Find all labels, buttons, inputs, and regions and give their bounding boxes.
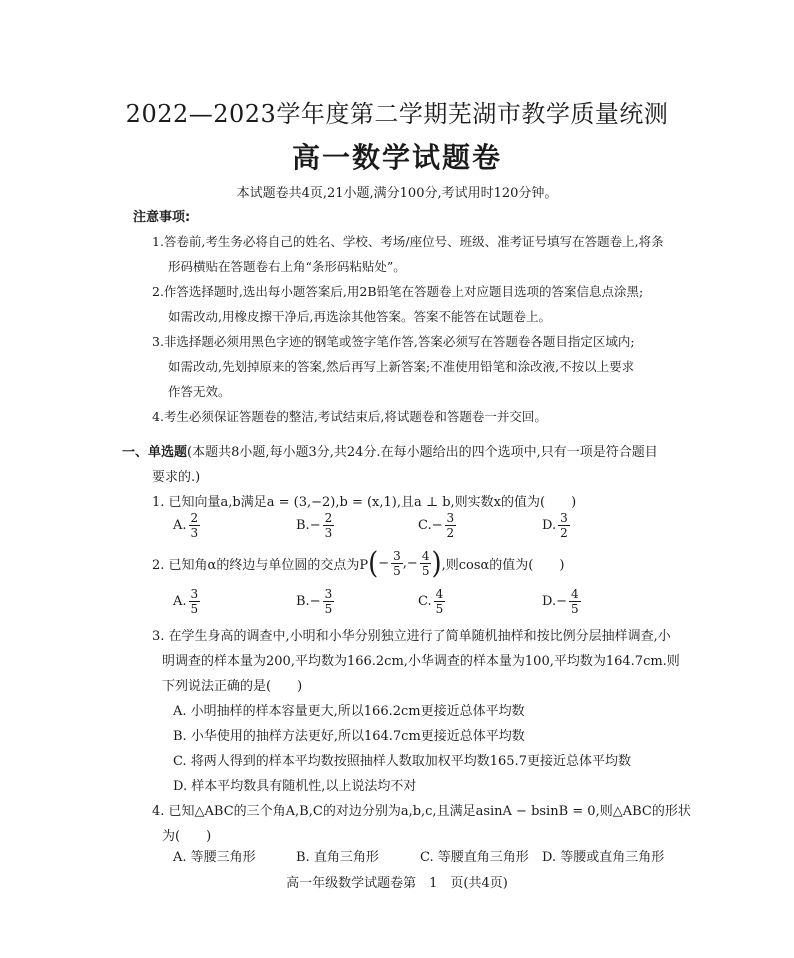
question-3-stem: 下列说法正确的是( ) [162, 679, 303, 694]
question-4-option-a: A. 等腰三角形 [173, 850, 256, 865]
section-desc: (本题共8小题,每小题3分,共24分.在每小题给出的四个选项中,只有一项是符合题目 [187, 445, 658, 460]
exam-title: 2022—2023学年度第二学期芜湖市教学质量统测 [125, 100, 669, 128]
question-2-option-d: D. − $\frac{4}{5}$ [542, 587, 579, 616]
question-1-option-b: B. − $\frac{2}{3}$ [296, 511, 333, 540]
question-2-stem: 2. 已知角α的终边与单位圆的交点为P ( − $\frac{3}{5}$ , − $\frac{4}{5}$ ) ,则cosα的值为( ) [152, 546, 565, 581]
question-3-option-b: B. 小华使用的抽样方法更好,所以164.7cm更接近总体平均数 [173, 729, 525, 744]
page-footer: 高一年级数学试题卷第 1 页(共4页) [286, 876, 508, 891]
question-1-stem: 1. 已知向量a,b满足a = (3,−2),b = (x,1),且a ⊥ b,则实数x的值为( ) [152, 495, 577, 510]
notice-line: 形码横贴在答题卷右上角“条形码粘贴处”。 [168, 259, 406, 274]
notice-line: 如需改动,用橡皮擦干净后,再选涂其他答案。答案不能答在试题卷上。 [168, 309, 551, 324]
question-4-stem: 为( ) [162, 829, 212, 844]
notice-heading: 注意事项: [133, 210, 191, 225]
question-4-option-b: B. 直角三角形 [296, 850, 379, 865]
notice-line: 2.作答选择题时,选出每小题答案后,用2B铅笔在答题卷上对应题目选项的答案信息点涂黑; [152, 284, 644, 299]
question-2-option-a: A. $\frac{3}{5}$ [173, 587, 199, 616]
notice-line: 作答无效。 [168, 384, 231, 399]
exam-subtitle: 高一数学试题卷 [291, 141, 502, 174]
notice-line: 4.考生必须保证答题卷的整洁,考试结束后,将试题卷和答题卷一并交回。 [152, 409, 547, 424]
question-1-option-d: D. $\frac{3}{2}$ [542, 511, 568, 540]
exam-intro: 本试题卷共4页,21小题,满分100分,考试用时120分钟。 [236, 186, 558, 201]
question-4-stem: 4. 已知△ABC的三个角A,B,C的对边分别为a,b,c,且满足asinA − bsinB = 0,则△ABC的形状 [152, 804, 691, 819]
section-title: 一、单选题 [122, 445, 188, 460]
question-3-option-d: D. 样本平均数具有随机性,以上说法均不对 [173, 779, 417, 794]
notice-line: 1.答卷前,考生务必将自己的姓名、学校、考场/座位号、班级、准考证号填写在答题卷上,将条 [152, 234, 664, 249]
question-3-option-c: C. 将两人得到的样本平均数按照抽样人数取加权平均数165.7更接近总体平均数 [173, 754, 631, 769]
section-desc-cont: 要求的.) [152, 470, 201, 485]
notice-line: 如需改动,先划掉原来的答案,然后再写上新答案;不准使用铅笔和涂改液,不按以上要求 [168, 359, 635, 374]
question-3-stem: 明调查的样本量为200,平均数为166.2cm,小华调查的样本量为100,平均数为164.7cm.则 [162, 654, 680, 669]
question-3-option-a: A. 小明抽样的样本容量更大,所以166.2cm更接近总体平均数 [173, 704, 525, 719]
question-2-option-c: C. $\frac{4}{5}$ [418, 587, 444, 616]
notice-line: 3.非选择题必须用黑色字迹的钢笔或签字笔作答,答案必须写在答题卷各题目指定区域内; [152, 334, 635, 349]
section-heading [122, 441, 658, 460]
question-3-stem: 3. 在学生身高的调查中,小明和小华分别独立进行了简单随机抽样和按比例分层抽样调查,小 [152, 629, 671, 644]
question-4-option-d: D. 等腰或直角三角形 [542, 850, 665, 865]
question-1-option-a: A. $\frac{2}{3}$ [173, 511, 199, 540]
question-1-option-c: C. − $\frac{3}{2}$ [418, 511, 455, 540]
question-4-option-c: C. 等腰直角三角形 [420, 850, 529, 865]
question-2-option-b: B. − $\frac{3}{5}$ [296, 587, 333, 616]
